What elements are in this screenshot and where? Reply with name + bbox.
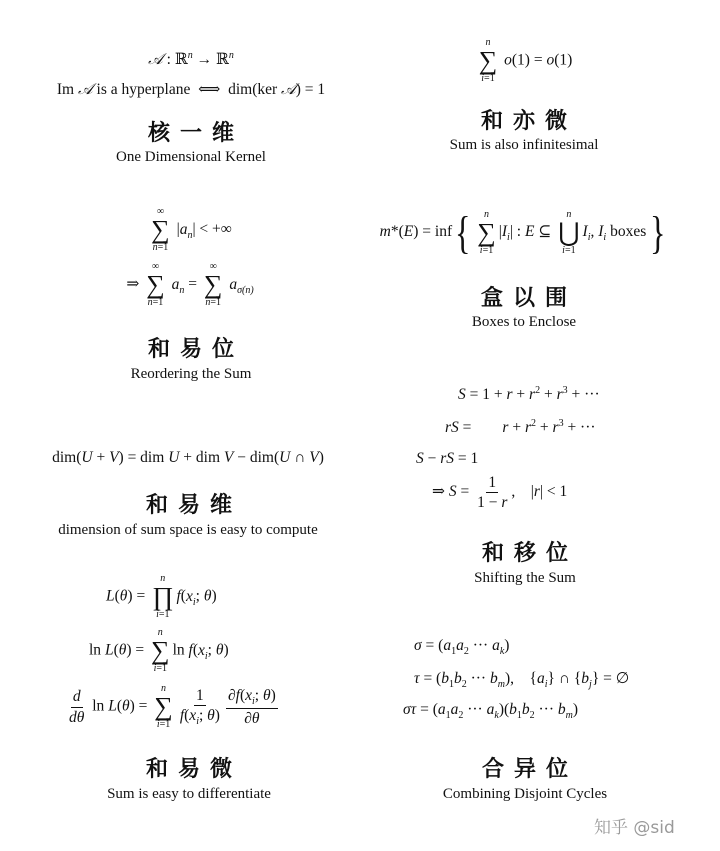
- watermark: 知乎 @sid: [594, 818, 675, 838]
- formula-abs-convergence: ∞ ∑ n=1 $|a_n|$ < +∞: [151, 206, 232, 253]
- subtitle-kernel: One Dimensional Kernel: [116, 149, 266, 165]
- formula-closed-form: ⇒ S = $\frac{1}{1 - r}$ , |r| < 1: [432, 474, 568, 512]
- formula-reorder: ⇒ ∞ ∑ n=1 $a_n$ = ∞ ∑ n=1 $a_{\sigma(n)}$: [126, 261, 254, 308]
- formula-dimension: dim(U + V) = dim U + dim V − dim(U ∩ V): [52, 449, 324, 466]
- subtitle-reorder: Reordering the Sum: [130, 366, 252, 382]
- formula-hyperplane: Im 𝒜 is a hyperplane ⟺ dim(ker 𝒜) = 1: [56, 81, 326, 98]
- formula-difference: S − rS = 1: [416, 450, 479, 467]
- subtitle-differentiate: Sum is easy to differentiate: [107, 786, 271, 802]
- formula-cycle-tau: $\tau = (b_1b_2$ ··· $b_m$), $\{a_i\}$ ∩ $\{b_j\}$ = ∅: [414, 670, 630, 691]
- title-boxes: 盒以围: [480, 286, 578, 311]
- formula-geometric-series: $S = 1 + r + r^2 + r^3$ + ···: [458, 385, 600, 404]
- title-dimension: 和易维: [145, 493, 243, 518]
- subtitle-boxes: Boxes to Enclose: [471, 314, 577, 330]
- subtitle-shift: Shifting the Sum: [474, 570, 576, 586]
- title-kernel: 核一维: [147, 121, 245, 146]
- subtitle-sum-infinitesimal: Sum is also infinitesimal: [449, 137, 599, 153]
- formula-shifted-series: rS = $r + r^2 + r^3$ + ···: [445, 418, 596, 437]
- title-differentiate: 和易微: [145, 757, 243, 782]
- formula-outer-measure: m*(E) = inf{ n ∑ i=1 $|I_i|$ : E ⊆ n ⋃ i=1 $I_i$, $I_i$ boxes}: [379, 207, 666, 258]
- formula-sum-o1: n ∑ i=1 o(1) = o(1): [478, 37, 573, 84]
- formula-cycle-sigma: $\sigma = (a_1a_2$ ··· $a_k$): [414, 637, 510, 658]
- subtitle-cycles: Combining Disjoint Cycles: [442, 786, 608, 802]
- subtitle-dimension: dimension of sum space is easy to compute: [58, 522, 318, 538]
- title-sum-infinitesimal: 和亦微: [480, 109, 578, 134]
- title-shift: 和移位: [481, 541, 579, 566]
- formula-cycle-product: $\sigma\tau = (a_1a_2$ ··· $a_k)(b_1b_2$ ··· $b_m$): [403, 701, 579, 722]
- formula-likelihood: L(θ) = n ∏ i=1 $f(x_i$; θ): [106, 573, 217, 620]
- formula-log-likelihood-derivative: $\frac{d}{d\theta}$ ln L(θ) = n ∑ i=1 $\frac{1}{f(x_i; \theta)}$ $\frac{\partial f(x_i; \theta)}{\partial\theta}$: [69, 683, 276, 730]
- formula-log-likelihood: ln L(θ) = n ∑ i=1 $\ln f(x_i$; θ): [89, 627, 229, 674]
- title-reorder: 和易位: [147, 337, 245, 362]
- formula-map: 𝒜 : ℝ$^n$ → ℝ$^n$: [148, 50, 234, 69]
- title-cycles: 合异位: [481, 757, 579, 782]
